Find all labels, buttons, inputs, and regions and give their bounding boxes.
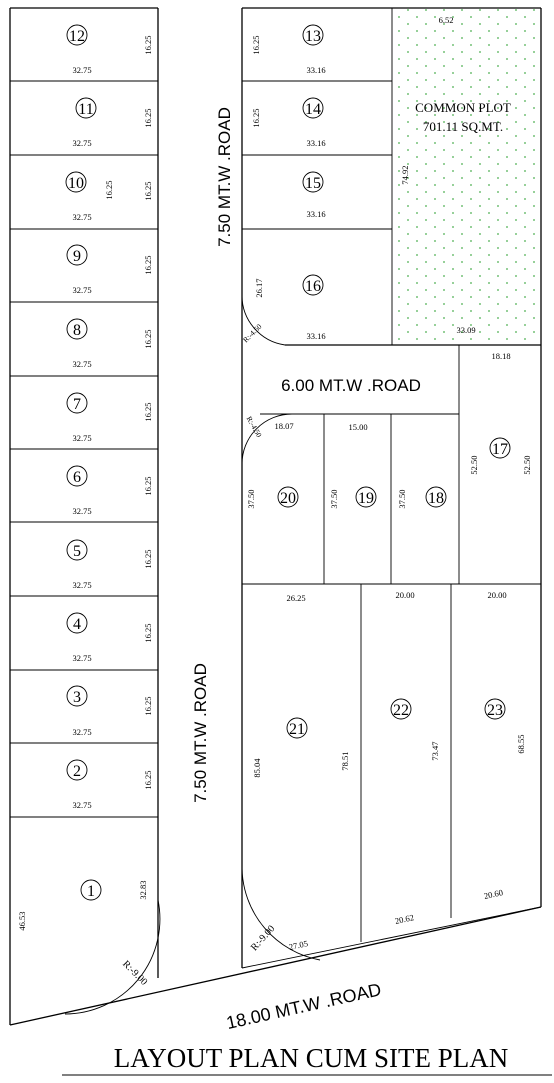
plot-width: 32.75 <box>72 727 92 737</box>
plot-depth: 26.17 <box>254 278 264 298</box>
plot-top: 20.00 <box>395 590 415 600</box>
plot-12 <box>67 25 153 75</box>
plot-depth: 16.25 <box>143 476 153 496</box>
plot-number: 6 <box>73 469 81 486</box>
west-road-label-upper: 7.50 MT.W .ROAD <box>215 107 234 247</box>
plot-number: 16 <box>305 278 321 295</box>
plot-depth: 16.25 <box>143 255 153 275</box>
plot-depth: 37.50 <box>246 489 256 509</box>
plot-width: 32.75 <box>72 653 92 663</box>
plot-number: 2 <box>73 763 81 780</box>
left-plot-dividers <box>10 81 158 817</box>
plot-7 <box>67 393 153 443</box>
plot-22 <box>391 590 440 926</box>
plot-4 <box>67 613 153 663</box>
plot-number: 18 <box>428 490 444 507</box>
common-plot-area: 701.11 SQ.MT. <box>422 119 504 134</box>
plot-depth: 16.25 <box>251 108 261 128</box>
plot-number: 21 <box>289 721 305 738</box>
common-plot-top: 6.52 <box>438 15 454 25</box>
plot-number: 7 <box>73 396 81 413</box>
plot-width: 32.75 <box>72 433 92 443</box>
plot-number: 14 <box>305 101 321 118</box>
plot-number: 8 <box>73 322 81 339</box>
plot-width: 33.16 <box>306 331 326 341</box>
plot-depth: 16.25 <box>143 696 153 716</box>
plot-number: 20 <box>280 490 296 507</box>
plot-width: 32.75 <box>72 506 92 516</box>
plot-right: 52.50 <box>522 455 532 475</box>
plot-number: 4 <box>73 616 81 633</box>
plot-width: 33.16 <box>306 65 326 75</box>
plot-radius: R:-9.00 <box>120 958 150 988</box>
plot-number: 19 <box>358 490 374 507</box>
plot-6 <box>67 466 153 516</box>
plot-radius: R:-4.50 <box>244 414 264 439</box>
plot-width: 32.75 <box>72 359 92 369</box>
plot-depth: 16.25 <box>143 623 153 643</box>
plot-20 <box>245 415 298 509</box>
plot-left: 85.04 <box>252 758 262 778</box>
plot-number: 17 <box>492 441 508 458</box>
west-road-label-lower: 7.50 MT.W .ROAD <box>191 663 210 803</box>
plot-top: 15.00 <box>348 422 368 432</box>
plot-number: 5 <box>73 543 81 560</box>
plot-bottom: 20.60 <box>482 887 504 901</box>
plot-2 <box>67 760 153 810</box>
plot-top: 18.18 <box>491 351 511 361</box>
plot-depth: 16.25 <box>143 770 153 790</box>
plot-width: 33.16 <box>306 209 326 219</box>
page-title: LAYOUT PLAN CUM SITE PLAN <box>113 1043 509 1073</box>
plot-number: 23 <box>487 702 503 719</box>
lower-block <box>242 584 541 968</box>
plot-width: 32.75 <box>72 580 92 590</box>
plot-depth-inner: 16.25 <box>104 180 114 200</box>
plot-width: 32.75 <box>72 65 92 75</box>
plot-number: 13 <box>305 28 321 45</box>
plot-depth: 16.25 <box>143 108 153 128</box>
middle-road-label: 6.00 MT.W .ROAD <box>281 376 421 395</box>
plot-10 <box>66 172 153 222</box>
plot-right: 78.51 <box>340 751 350 771</box>
plot-number: 1 <box>87 883 95 900</box>
south-road-label: 18.00 MT.W .ROAD <box>224 979 384 1034</box>
plot-radius: R:-4.50 <box>241 322 264 345</box>
plot-1 <box>17 880 160 1014</box>
plot-depth: 37.50 <box>397 489 407 509</box>
plot-depth: 37.50 <box>329 489 339 509</box>
plot-19 <box>329 422 376 509</box>
plot-front: 32.83 <box>138 880 148 900</box>
plot-top: 26.25 <box>286 593 306 603</box>
plot-number: 22 <box>393 702 409 719</box>
plot-width: 32.75 <box>72 800 92 810</box>
plot-number: 9 <box>73 248 81 265</box>
plot-right: 68.55 <box>516 734 526 754</box>
common-plot-side: 74.92 <box>400 165 410 185</box>
plot-depth: 16.25 <box>143 402 153 422</box>
plot-number: 11 <box>78 101 94 118</box>
plot-18 <box>397 487 446 509</box>
plot-16 <box>241 275 326 344</box>
plot-8 <box>67 319 153 369</box>
plot-width: 32.75 <box>72 285 92 295</box>
plot-right: 73.47 <box>430 741 440 761</box>
plot-width: 33.16 <box>306 138 326 148</box>
plot-width: 32.75 <box>72 138 92 148</box>
plot-21 <box>249 593 350 953</box>
plot-9 <box>67 245 153 295</box>
plot-number: 12 <box>69 28 85 45</box>
plot-15 <box>303 172 326 219</box>
plot-number: 15 <box>305 175 321 192</box>
plot-bottom: 20.62 <box>393 912 415 926</box>
plot-depth: 16.25 <box>143 181 153 201</box>
plot-depth: 16.25 <box>143 549 153 569</box>
plot-depth: 16.25 <box>251 35 261 55</box>
plot-3 <box>67 686 153 737</box>
plot-17 <box>469 351 532 475</box>
plot-bottom: 27.05 <box>287 938 309 952</box>
plot-number: 10 <box>68 175 84 192</box>
plot-11 <box>72 98 153 148</box>
plot-number: 3 <box>73 689 81 706</box>
plot-5 <box>67 540 153 590</box>
plot-14 <box>251 98 326 148</box>
common-plot-bottom: 33.09 <box>456 325 476 335</box>
plot-top: 20.00 <box>487 590 507 600</box>
common-plot-area <box>393 8 541 345</box>
plot-top: 18.07 <box>274 421 294 431</box>
plot-width: 32.75 <box>72 212 92 222</box>
plot-13 <box>251 25 326 75</box>
plot-side: 46.53 <box>17 911 27 931</box>
plot-depth: 16.25 <box>143 329 153 349</box>
plot-left: 52.50 <box>469 455 479 475</box>
plot-depth: 16.25 <box>143 35 153 55</box>
plot-radius: R:-9.00 <box>248 923 278 954</box>
common-plot-name: COMMON PLOT <box>415 100 511 115</box>
plot-23 <box>483 590 526 901</box>
